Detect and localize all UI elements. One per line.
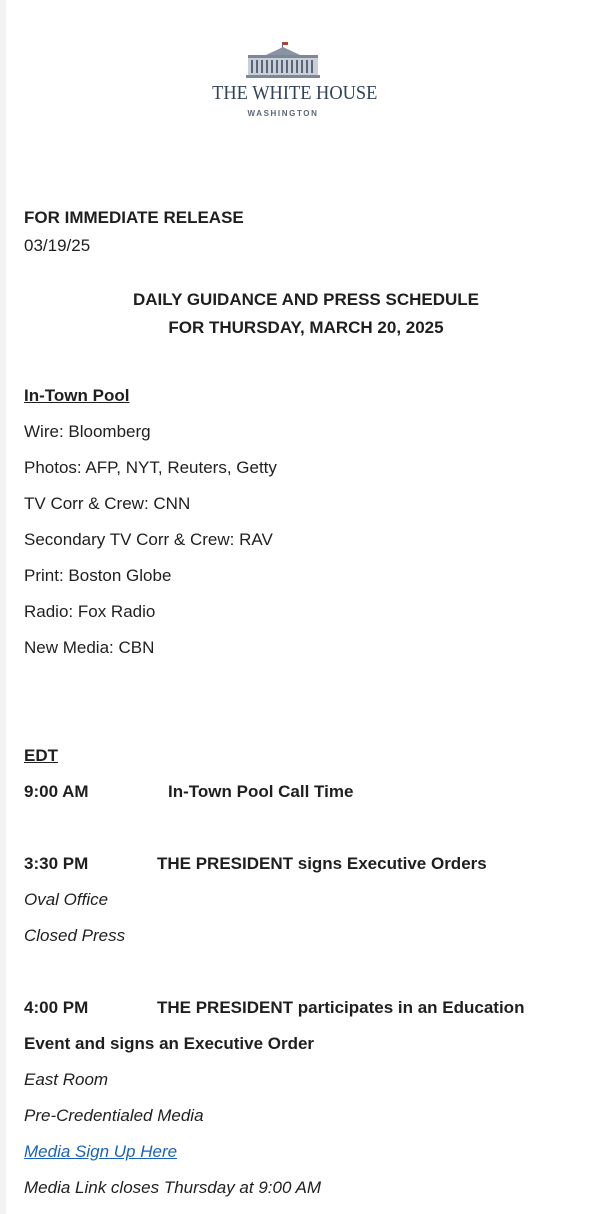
event-3-time: 4:00 PM [24, 998, 89, 1017]
event-2-coverage: Closed Press [24, 926, 126, 945]
pool-title: In-Town Pool [24, 386, 130, 405]
release-date: 03/19/25 [24, 236, 91, 255]
left-border [0, 0, 6, 1214]
pool-item-new-media: New Media: CBN [24, 638, 155, 657]
heading-line-1: DAILY GUIDANCE AND PRESS SCHEDULE [132, 290, 480, 309]
timezone-label: EDT [24, 746, 58, 765]
event-1-time: 9:00 AM [24, 782, 89, 801]
logo-subtitle: WASHINGTON [247, 109, 319, 118]
event-2-location: Oval Office [24, 890, 109, 909]
event-3-title: THE PRESIDENT participates in an Education [157, 998, 525, 1017]
pool-item-print: Print: Boston Globe [24, 566, 172, 585]
pool-item-secondary-tv: Secondary TV Corr & Crew: RAV [24, 530, 273, 549]
event-1-title: In-Town Pool Call Time [168, 782, 354, 801]
release-label: FOR IMMEDIATE RELEASE [24, 208, 244, 227]
white-house-building-icon [244, 42, 322, 78]
pool-item-tv: TV Corr & Crew: CNN [24, 494, 191, 513]
event-3-coverage: Pre-Credentialed Media [24, 1106, 204, 1125]
heading-line-2: FOR THURSDAY, MARCH 20, 2025 [168, 318, 444, 337]
pool-item-photos: Photos: AFP, NYT, Reuters, Getty [24, 458, 277, 477]
event-2-title: THE PRESIDENT signs Executive Orders [157, 854, 487, 873]
pool-item-wire: Wire: Bloomberg [24, 422, 151, 441]
pool-item-radio: Radio: Fox Radio [24, 602, 156, 621]
white-house-logo [206, 42, 378, 118]
event-3-location: East Room [24, 1070, 109, 1089]
media-sign-up-link[interactable]: Media Sign Up Here [24, 1142, 178, 1161]
event-3-title-continued: Event and signs an Executive Order [24, 1034, 315, 1053]
logo-title: THE WHITE HOUSE [212, 82, 378, 104]
event-2-time: 3:30 PM [24, 854, 89, 873]
event-3-note: Media Link closes Thursday at 9:00 AM [24, 1178, 322, 1197]
